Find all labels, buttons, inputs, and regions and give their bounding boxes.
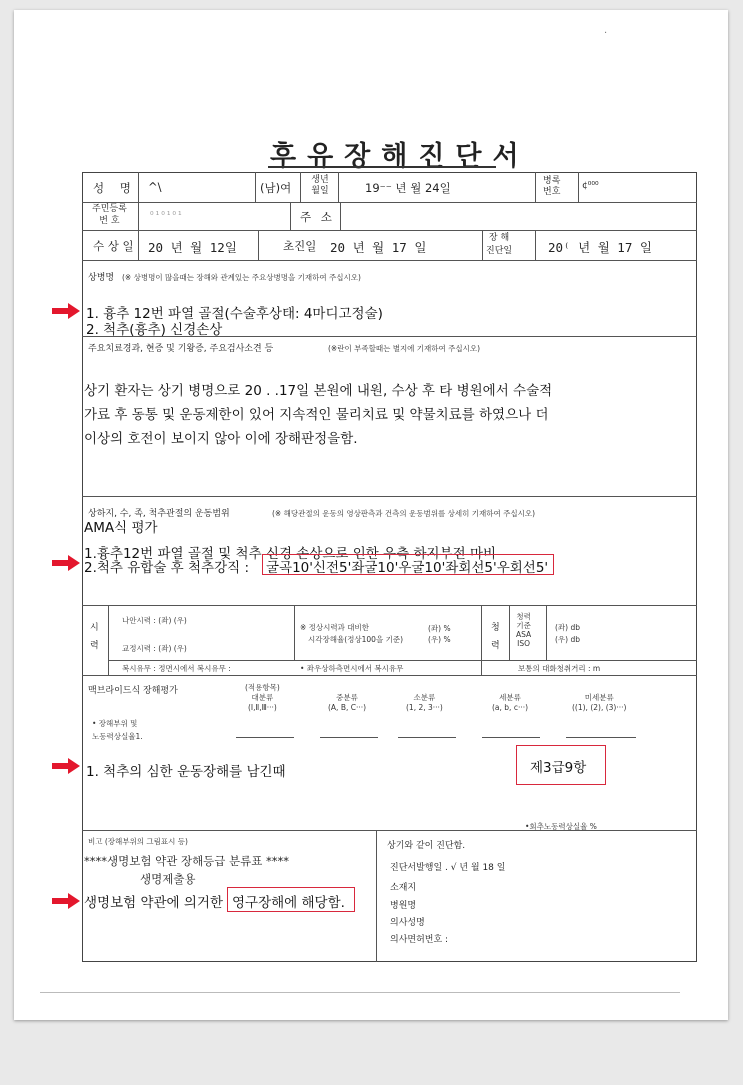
remarks-label: 비고 (장해부위의 그림표시 등) — [88, 837, 188, 846]
signature-date: 진단서발행일 . √ 년 월 18 일 — [390, 863, 506, 873]
remarks-line-1: ****생명보험 약관 장해등급 분류표 **** — [84, 854, 290, 868]
injury-date-value: 20 년 월 12일 — [148, 240, 237, 255]
disability-date-value: 20⁽ 년 월 17 일 — [548, 240, 652, 255]
divider — [578, 172, 579, 202]
birth-label: 생년 월일 — [311, 175, 329, 196]
treatment-line-3: 이상의 호전이 보이지 않아 이에 장해판정을함. — [84, 431, 358, 447]
mcbride-col-4: 세분류 (a, b, c···) — [492, 693, 529, 712]
diagnosis-label: 상병명 — [88, 273, 115, 283]
title-underline — [268, 166, 496, 168]
treatment-note: (※란이 부족할때는 별지에 기재하여 주십시오) — [328, 344, 481, 353]
id-label: 주민등록 번 호 — [92, 204, 127, 226]
divider — [82, 675, 697, 676]
rom-label: 상하지, 수, 족, 척추관절의 운동범위 — [88, 509, 230, 519]
mcbride-col-2: 중분류 (A, B, C···) — [328, 693, 367, 712]
vision-corrected: 교정시력 : (좌) (우) — [122, 644, 187, 653]
hearing-distance: 보통의 대화청취거리 : m — [518, 664, 601, 673]
divider — [82, 260, 697, 261]
mcbride-col-5: 미세분류 ((1), (2), (3)···) — [572, 693, 627, 712]
mcbride-col-3: 소분류 (1, 2, 3···) — [406, 693, 443, 712]
scan-edge-line — [40, 992, 680, 993]
divider — [108, 660, 697, 661]
red-arrow-icon — [52, 303, 80, 319]
blank-line — [482, 737, 540, 738]
blank-line — [398, 737, 456, 738]
sex-value: (남)여 — [260, 181, 292, 195]
divider — [82, 230, 697, 231]
blank-line — [236, 737, 294, 738]
blank-line — [320, 737, 378, 738]
blank-line — [566, 737, 636, 738]
signature-license: 의사면허번호 : — [390, 935, 449, 945]
divider — [82, 496, 697, 497]
vision-naked: 나안시력 : (좌) (우) — [122, 616, 187, 625]
hearing-right: (우) db — [555, 635, 581, 644]
treatment-label: 주요치료경과, 현증 및 기왕증, 주요검사소견 등 — [88, 344, 274, 354]
signature-address: 소재지 — [390, 883, 417, 893]
page-title: 후유장해진단서 — [270, 141, 530, 172]
mcbride-statement: 1. 척추의 심한 운동장해를 남긴때 — [86, 764, 286, 780]
divider — [376, 830, 377, 962]
case-no-label: 병록 번호 — [543, 176, 561, 197]
divider — [535, 172, 536, 202]
divider — [482, 230, 483, 260]
mcbride-label: 맥브라이드식 장해평가 — [88, 686, 178, 696]
treatment-line-1: 상기 환자는 상기 병명으로 20 . .17일 본원에 내원, 수상 후 타 병원에서 수술적 — [84, 383, 553, 399]
birth-value: 19⁻⁻ 년 월 24일 — [365, 181, 451, 195]
remarks-line-3-box: 영구장해에 해당함. — [232, 895, 345, 911]
vision-field-2: 시각장해율(정상100을 기준) — [308, 635, 404, 644]
divider — [138, 172, 139, 260]
mcbride-loss-rate: •회추노동력상실율 % — [525, 822, 597, 831]
hearing-label: 청 력 — [491, 623, 500, 651]
signature-hospital: 병원명 — [390, 901, 417, 911]
divider — [290, 202, 291, 230]
mcbride-grade: 제3급9항 — [530, 760, 587, 776]
divider — [258, 230, 259, 260]
diagnosis-item-1: 1. 흉추 12번 파열 골절(수술후상태: 4마디고정술) — [86, 306, 383, 322]
divider — [108, 605, 109, 675]
injury-date-label: 수 상 일 — [93, 239, 134, 253]
name-label: 성 명 — [93, 181, 137, 195]
disability-date-label: 장 해 진단일 — [486, 233, 513, 256]
corner-mark: · — [604, 28, 608, 39]
divider — [82, 830, 697, 831]
divider — [338, 172, 339, 202]
case-no-value: ¢⁰⁰⁰ — [582, 181, 599, 191]
rom-note: (※ 해당관절의 운동의 영상판측과 건측의 운동범위를 상세히 기재하여 주십시오) — [272, 509, 536, 518]
divider — [82, 336, 697, 337]
vision-double: 복시유무 : 정면시에서 복시유무 : — [122, 664, 231, 673]
hearing-sub: 청력 기준 ASA ISO — [516, 612, 532, 648]
remarks-line-3: 생명보험 약관에 의거한 — [84, 895, 223, 911]
mcbride-row-label: • 장해부위 및 노동력상실율1. — [92, 719, 143, 741]
diagnosis-note: (※ 상병명이 많을때는 장해와 관계있는 주요상병명을 기재하여 주십시오) — [122, 273, 361, 282]
vision-field-3: • 좌우상하측면시에서 복시유무 — [300, 664, 404, 673]
vision-left-pct: (좌) % — [428, 624, 451, 633]
divider — [300, 172, 301, 202]
divider — [546, 605, 547, 660]
divider — [255, 172, 256, 202]
vision-field-1: ※ 정상시력과 대비한 — [300, 623, 370, 632]
rom-line-2-values: 굴곡10'신전5'좌굴10'우굴10'좌회선5'우회선5' — [266, 560, 549, 576]
vision-right-pct: (우) % — [428, 635, 451, 644]
first-exam-label: 초진일 — [283, 239, 317, 253]
hearing-left: (좌) db — [555, 623, 581, 632]
address-label: 주 소 — [300, 210, 335, 224]
diagnosis-item-2: 2. 척추(흉추) 신경손상 — [86, 322, 223, 338]
rom-eval: AMA식 평가 — [84, 520, 158, 536]
signature-doctor: 의사성명 — [390, 918, 425, 928]
id-value: ⁰¹⁰¹⁰¹ — [150, 211, 184, 221]
divider — [535, 230, 536, 260]
red-arrow-icon — [52, 893, 80, 909]
mcbride-col-1: (적용항목) 대분류 (Ⅰ,Ⅱ,Ⅲ···) — [245, 683, 280, 712]
divider — [82, 605, 697, 606]
divider — [481, 605, 482, 675]
rom-line-2: 2.척추 유합술 후 척추강직 : — [84, 560, 250, 576]
remarks-line-2: 생명제출용 — [140, 872, 196, 886]
signature-intro: 상기와 같이 진단함. — [387, 841, 466, 851]
divider — [294, 605, 295, 660]
rom-line-1: 1.흉추12번 파열 골절 및 척추 신경 손상으로 인한 우측 하지부전 마비 — [84, 546, 497, 562]
red-arrow-icon — [52, 555, 80, 571]
divider — [509, 605, 510, 660]
red-arrow-icon — [52, 758, 80, 774]
divider — [340, 202, 341, 230]
name-value: ^\ — [148, 180, 162, 194]
vision-label: 시 력 — [90, 623, 99, 651]
treatment-line-2: 가료 후 동통 및 운동제한이 있어 지속적인 물리치료 및 약물치료를 하였으나 더 — [84, 407, 549, 423]
divider — [82, 202, 697, 203]
first-exam-value: 20 년 월 17 일 — [330, 240, 427, 255]
